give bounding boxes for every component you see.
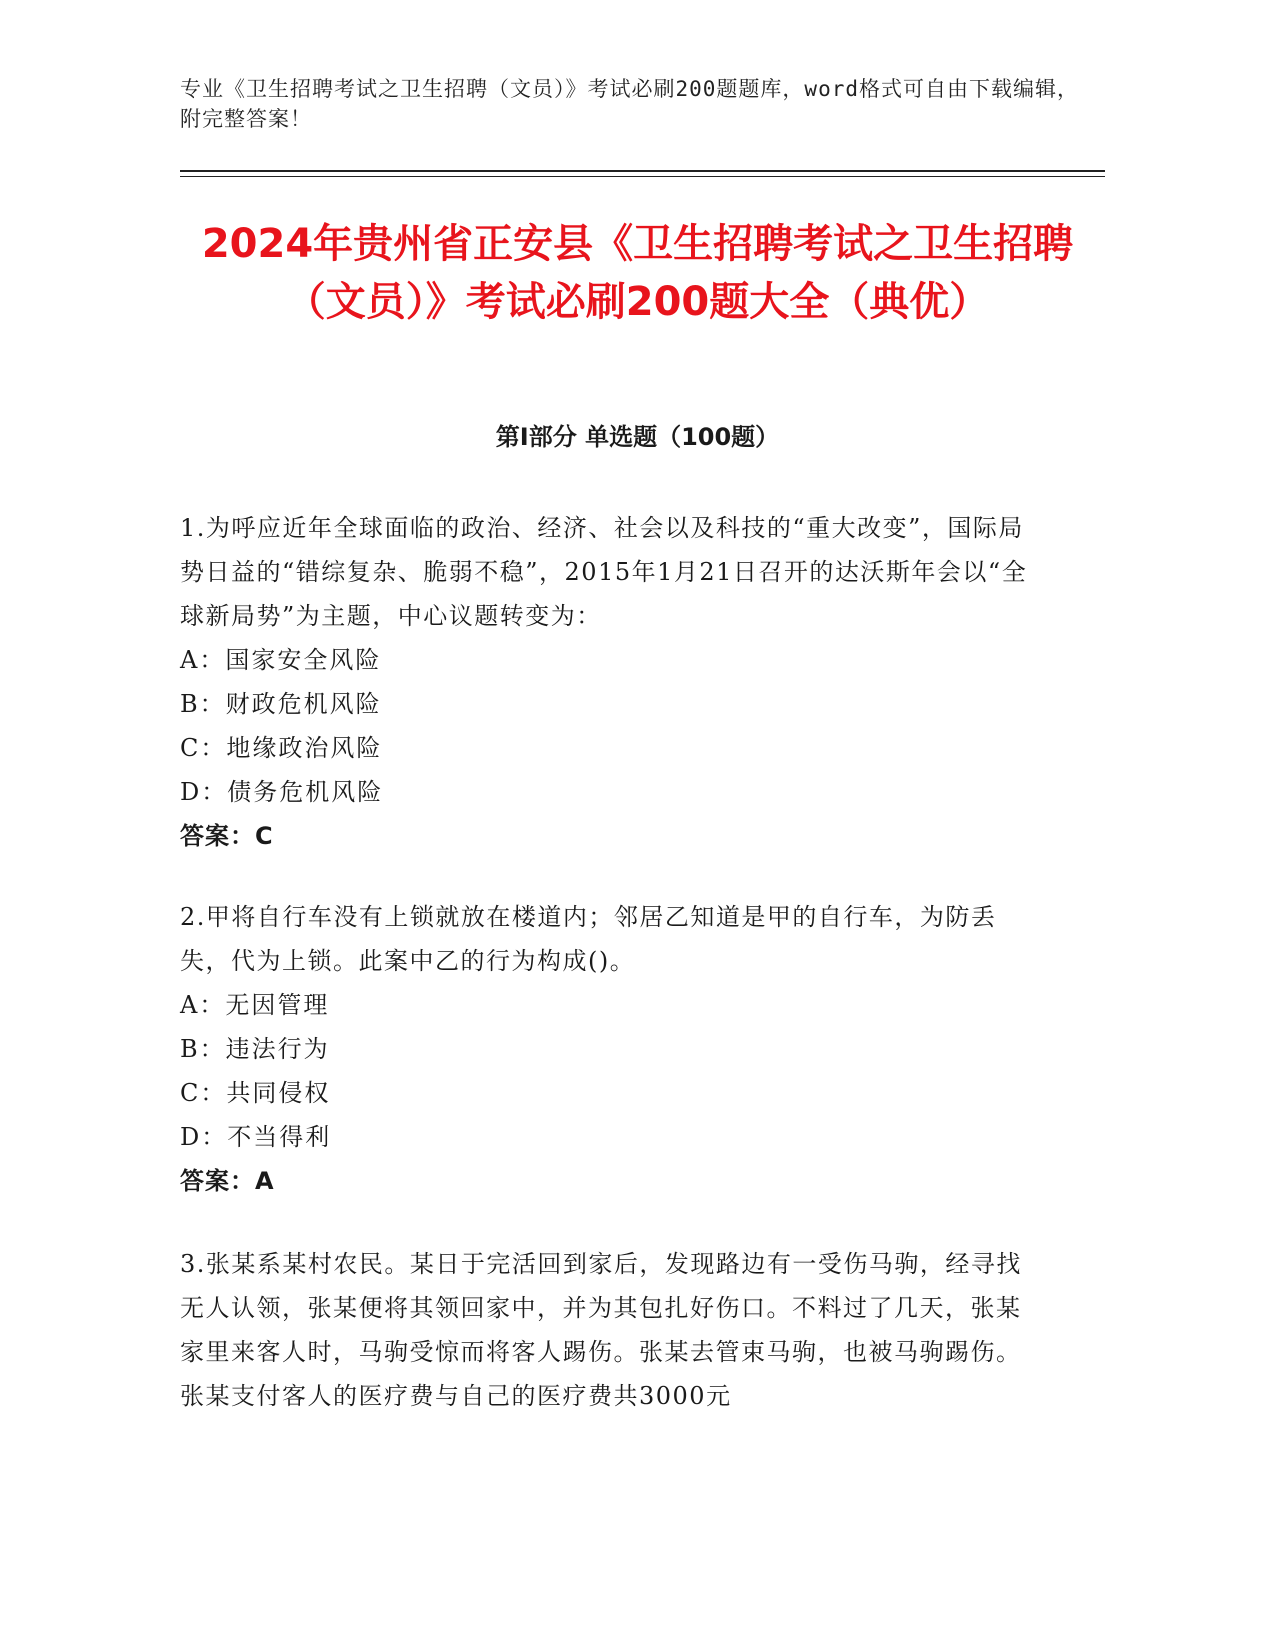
question-stem: 2.甲将自行车没有上锁就放在楼道内；邻居乙知道是甲的自行车，为防丢失，代为上锁。此案中乙的行为构成()。 (180, 903, 997, 975)
header-divider-thin (180, 176, 1105, 177)
option-d: D：债务危机风险 (180, 778, 384, 806)
question-3 (180, 1242, 1040, 1418)
option-b: B：财政危机风险 (180, 690, 382, 718)
option-c: C：地缘政治风险 (180, 734, 383, 762)
question-1 (180, 506, 1040, 858)
option-a: A：无因管理 (180, 991, 330, 1019)
option-d: D：不当得利 (180, 1123, 332, 1151)
option-c: C：共同侵权 (180, 1079, 331, 1107)
option-b: B：违法行为 (180, 1035, 330, 1063)
question-stem: 1.为呼应近年全球面临的政治、经济、社会以及科技的“重大改变”，国际局势日益的“错综复杂、脆弱不稳”，2015年1月21日召开的达沃斯年会以“全球新局势”为主题，中心议题转变为： (180, 514, 1028, 630)
header-note: 专业《卫生招聘考试之卫生招聘（文员）》考试必刷200题题库，word格式可自由下载编辑，附完整答案！ (180, 77, 1079, 131)
document-title: 2024年贵州省正安县《卫生招聘考试之卫生招聘（文员）》考试必刷200题大全（典优） (201, 221, 1074, 325)
answer: 答案：C (180, 822, 274, 850)
option-a: A：国家安全风险 (180, 646, 382, 674)
answer: 答案：A (180, 1167, 275, 1195)
section-title: 第I部分 单选题（100题） (495, 423, 780, 451)
header-divider-thick (180, 170, 1105, 172)
question-2 (180, 895, 1040, 1203)
question-stem: 3.张某系某村农民。某日于完活回到家后，发现路边有一受伤马驹，经寻找无人认领，张某便将其领回家中，并为其包扎好伤口。不料过了几天，张某家里来客人时，马驹受惊而将客人踢伤。张某去管束马驹，也被马驹踢伤。张某支付客人的医疗费与自己的医疗费共3000元 (180, 1250, 1022, 1410)
